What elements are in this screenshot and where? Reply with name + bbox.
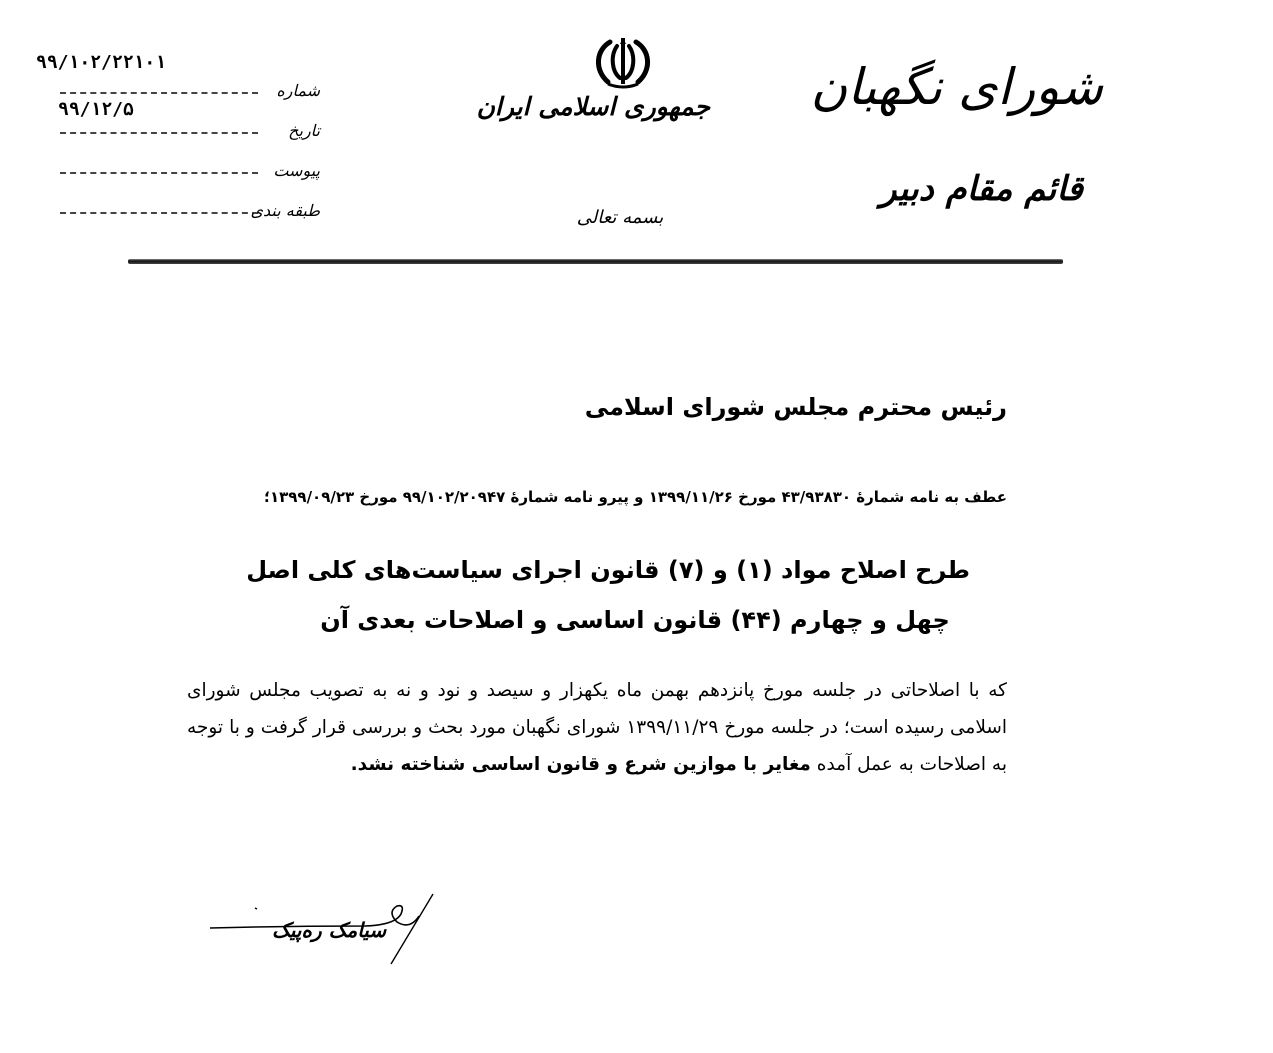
number-dotted-line bbox=[60, 92, 258, 94]
bill-title-line-1: طرح اصلاح مواد (۱) و (۷) قانون اجرای سیاست‌های کلی اصل bbox=[246, 556, 970, 584]
deputy-secretary-title: قائم مقام دبیر bbox=[880, 169, 1083, 209]
bill-title-line-2: چهل و چهارم (۴۴) قانون اساسی و اصلاحات بعدی آن bbox=[320, 606, 950, 634]
number-label: شماره bbox=[276, 81, 320, 100]
addressee: رئیس محترم مجلس شورای اسلامی bbox=[584, 393, 1007, 421]
header-divider bbox=[128, 259, 1063, 264]
classification-label: طبقه بندی bbox=[250, 201, 320, 220]
attachment-label: پیوست bbox=[273, 161, 320, 180]
signer-name: سیامک ره‌پیک bbox=[272, 918, 387, 942]
attachment-field bbox=[60, 156, 320, 180]
reference-line: عطف به نامه شمارهٔ ۴۳/۹۳۸۳۰ مورخ ۱۳۹۹/۱۱/۲۶ و پیرو نامه شمارهٔ ۹۹/۱۰۲/۲۰۹۴۷ مورخ ۱۳۹۹/۰۹/۲۳؛ bbox=[263, 488, 1007, 506]
republic-name: جمهوری اسلامی ایران bbox=[476, 92, 710, 121]
iran-emblem-icon bbox=[588, 36, 658, 90]
body-paragraph bbox=[187, 672, 1007, 783]
body-text: که با اصلاحاتی در جلسه مورخ پانزدهم بهمن ماه یکهزار و سیصد و نود و نه به تصویب مجلس شورای اسلامی رسیده است؛ در جلسه مورخ ۱۳۹۹/۱۱/۲۹ شورای نگهبان مورد بحث و بررسی قرار گرفت و با توجه به اصلاحات به عمل آمده bbox=[187, 680, 1008, 775]
classification-dotted-line bbox=[60, 212, 258, 214]
date-dotted-line bbox=[60, 132, 258, 134]
date-field bbox=[60, 116, 320, 140]
body-verdict: مغایر با موازین شرع و قانون اساسی شناخته نشد. bbox=[350, 754, 811, 775]
attachment-dotted-line bbox=[60, 172, 258, 174]
number-field bbox=[60, 76, 320, 100]
council-name-logo: شورای نگهبان bbox=[810, 58, 1103, 116]
letter-date-value: ۹۹/۱۲/۵ bbox=[58, 99, 134, 120]
classification-field bbox=[60, 196, 320, 220]
date-label: تاریخ bbox=[288, 121, 320, 140]
basmala: بسمه تعالی bbox=[576, 207, 664, 228]
letter-number-value: ۹۹/۱۰۲/۲۲۱۰۱ bbox=[36, 52, 167, 73]
